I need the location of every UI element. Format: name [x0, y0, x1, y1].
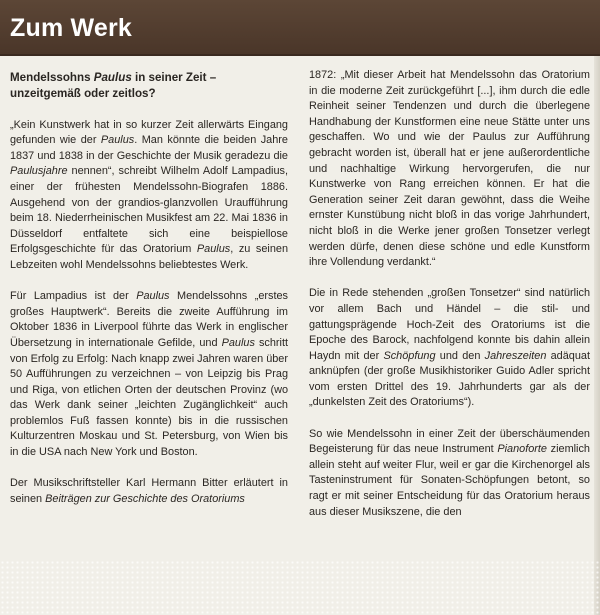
subtitle-work-title: Paulus — [93, 71, 132, 84]
text: Der Musikschriftsteller Karl Hermann Bitter erläutert in seinen — [10, 477, 288, 505]
right-column — [309, 68, 590, 536]
text: und den — [435, 349, 485, 362]
work-title: Paulus — [196, 243, 231, 256]
subtitle-text: Mendelssohns — [10, 71, 94, 84]
right-paragraph-3 — [309, 427, 590, 521]
subtitle-text-end: in seiner Zeit – unzeitgemäß oder zeitlos? — [10, 71, 217, 100]
section-header — [0, 0, 600, 56]
text: Die in Rede stehenden „großen Tonsetzer“ sind natürlich vor allem Bach und Händel – die stil- und gattungsprägende Hoch-Zeit des Oratoriums ist die Epoche des Barock, nachfolgend konnte bis dahin allein Haydn mit der — [309, 287, 590, 362]
right-paragraph-1: 1872: „Mit dieser Arbeit hat Mendelssohn das Oratorium in die moderne Zeit zurückgeführt [...], ihm durch die edle Reinheit seiner Tendenzen und durch die überlegene Handhabung der Kunstformen eine neue Stätte unter uns geschaffen. Wo und wie der Paulus zur Aufführung gebracht worden ist, überall hat er jene außerordentliche und nachhaltige Wirkung hervorgerufen, die nur Kunstwerke von Rang erreichen können. Er hat die Generation seiner Zeit daran gewöhnt, dass die Weihe ernster Kunstübung nicht bloß in das vorige Jahrhundert, nicht bloß in die Werke jener großen Tonsetzer verlegt werden dürfe, denen diese schöne und edle Kunstform ihre Vollendung verdankt.“ — [309, 69, 590, 269]
text: adäquat anknüpfen (der große Musikhistoriker Guido Adler spricht vom ersten Drittel des 19. Jahrhunderts gar als der „dunkelsten Zeit des Oratoriums“). — [309, 349, 590, 409]
work-title: Paulus — [136, 290, 170, 303]
work-title: Jahreszeiten — [484, 349, 547, 362]
left-column — [10, 70, 288, 523]
work-title: Paulus — [221, 336, 255, 349]
left-paragraph-3 — [10, 476, 288, 507]
work-title: Schöpfung — [383, 349, 436, 362]
work-title: Paulus — [100, 134, 135, 147]
left-paragraph-2 — [10, 289, 288, 461]
page-edge — [594, 56, 600, 615]
text: , zu seinen Lebzeiten wohl Mendelssohns beliebtestes Werk. — [10, 243, 288, 271]
section-title: Zum Werk — [10, 14, 132, 42]
instrument-name: Pianoforte — [497, 443, 547, 456]
right-paragraph-2 — [309, 286, 590, 411]
text: ziemlich allein steht auf weiter Flur, weil er gar die Kirchenorgel als Tasteninstrument für Sonaten-Schöpfungen betont, so ragt er mit seiner Entscheidung für das Oratorium heraus aus dieser Musikszene, die den — [309, 443, 590, 518]
dot-screen-overlay — [0, 560, 600, 615]
text: So wie Mendelssohn in einer Zeit der überschäumenden Begeisterung für das neue Instrument — [309, 427, 590, 456]
text: . Man könnte die beiden Jahre 1837 und 1838 in der Geschichte der Musik geradezu die — [10, 134, 288, 162]
text: Mendelssohns „erstes großes Hauptwerk“. Bereits die zweite Aufführung im Oktober 1836 in Liverpool führte das Werk in englischer Übersetzung in internationale Gefilde, und — [10, 290, 288, 349]
book-title: Beiträgen zur Geschichte des Oratoriums — [45, 492, 245, 505]
work-title: Paulusjahre — [10, 165, 68, 178]
text: „Kein Kunstwerk hat in so kurzer Zeit allerwärts Eingang gefunden wie der — [10, 118, 288, 147]
article-subtitle — [10, 70, 288, 102]
text: schritt von Erfolg zu Erfolg: Nach knapp zwei Jahren waren über 50 Aufführungen zu verzeichnen – von Leipzig bis Prag und Riga, von etlichen Orten der deutschen Provinz (wo das Werk dank seiner „leichten Zugänglichkeit“ auch problemlos Fuß fassen konnte) bis in die russischen Kulturzentren Moskau und St. Petersburg, von Wien bis in die USA nach New York und Boston. — [10, 336, 289, 459]
left-paragraph-1 — [10, 118, 288, 274]
text: Für Lampadius ist der — [10, 290, 137, 303]
text: nennen“, schreibt Wilhelm Adolf Lampadius, einer der frühesten Mendelssohn-Biografen 1886. Ausgehend von der grandios-glanzvollen Uraufführung beim 18. Niederrheinischen Musikfest am 22. Mai 1836 in Düsseldorf entfaltete sich eine beispiellose Erfolgsgeschichte für das Oratorium — [10, 165, 288, 256]
